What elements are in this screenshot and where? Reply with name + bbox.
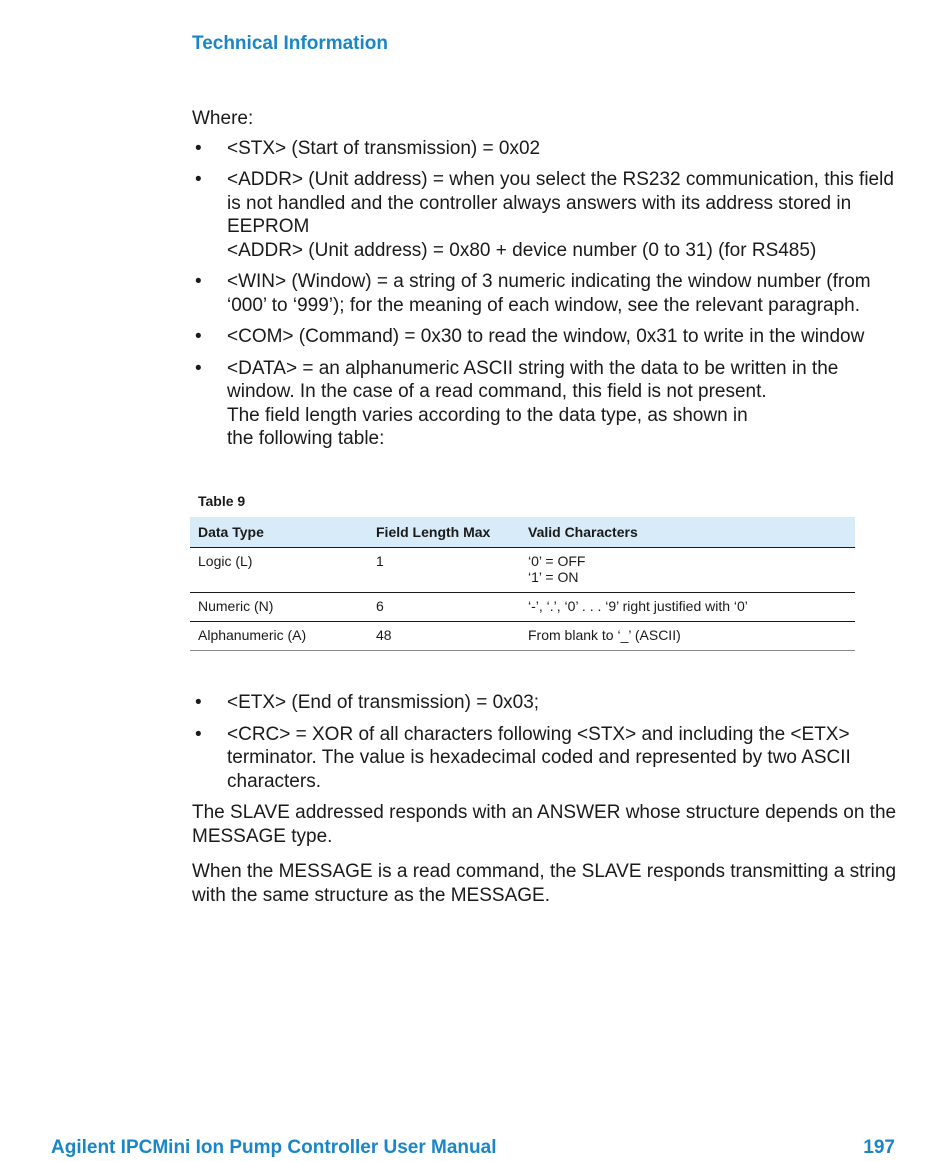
- paragraph-line: When the MESSAGE is a read command, the SLAVE responds transmitting a string: [192, 861, 897, 882]
- cell-valid-characters: [520, 622, 855, 651]
- cell-data-type: Numeric (N): [190, 593, 368, 622]
- read-command-paragraph: [192, 860, 902, 907]
- column-header-valid-characters: Valid Characters: [520, 517, 855, 548]
- valid-characters-line: ‘0’ = OFF: [528, 553, 586, 569]
- bullet-win: [192, 270, 902, 317]
- valid-characters-line: From blank to ‘_’ (ASCII): [528, 627, 681, 643]
- bullet-dot: •: [195, 169, 202, 190]
- footer-page-number: 197: [863, 1137, 895, 1158]
- cell-data-type: Alphanumeric (A): [190, 622, 368, 651]
- bullet-text: the following table:: [227, 428, 385, 449]
- cell-valid-characters: [520, 548, 855, 593]
- bullet-text: is not handled and the controller always answers with its address stored in: [227, 192, 852, 214]
- bullet-dot: •: [195, 271, 202, 292]
- cell-field-length: 48: [368, 622, 520, 651]
- paragraph-line: The SLAVE addressed responds with an ANSWER whose structure depends on the: [192, 802, 897, 823]
- bullet-stx: [192, 137, 902, 161]
- bullet-text: <STX> (Start of transmission) = 0x02: [227, 137, 541, 159]
- paragraph-line: with the same structure as the MESSAGE.: [192, 884, 550, 906]
- cell-field-length: 1: [368, 548, 520, 593]
- bullet-text: <ADDR> (Unit address) = when you select the RS232 communication, this field: [227, 169, 894, 190]
- bullet-dot: •: [195, 723, 202, 745]
- field-definition-list-continued: [192, 691, 902, 793]
- section-header: Technical Information: [192, 33, 389, 54]
- bullet-text: <DATA> = an alphanumeric ASCII string with the data to be written in the: [227, 357, 839, 379]
- table-row: [190, 622, 855, 651]
- bullet-text: window. In the case of a read command, this field is not present.: [227, 381, 767, 402]
- bullet-dot: •: [195, 357, 202, 379]
- column-header-data-type: Data Type: [190, 517, 368, 548]
- cell-data-type: Logic (L): [190, 548, 368, 593]
- cell-valid-characters: [520, 593, 855, 622]
- lower-content: [192, 691, 902, 919]
- upper-content: [192, 107, 902, 459]
- bullet-text: <WIN> (Window) = a string of 3 numeric indicating the window number (from: [227, 271, 871, 292]
- bullet-data: [192, 357, 902, 451]
- data-type-table: [190, 517, 855, 651]
- table-title: Table 9: [198, 493, 246, 509]
- answer-paragraph: [192, 801, 902, 848]
- cell-field-length: 6: [368, 593, 520, 622]
- where-label: Where:: [192, 108, 254, 129]
- bullet-text: ‘000’ to ‘999’); for the meaning of each window, see the relevant paragraph.: [227, 294, 861, 316]
- table-header-row: [190, 517, 855, 548]
- field-definition-list: [192, 137, 902, 451]
- bullet-text: terminator. The value is hexadecimal coded and represented by two ASCII: [227, 747, 851, 768]
- bullet-text: EEPROM: [227, 216, 310, 237]
- bullet-dot: •: [195, 137, 202, 159]
- bullet-text: <ADDR> (Unit address) = 0x80 + device number (0 to 31) (for RS485): [227, 239, 817, 261]
- valid-characters-line: ‘-’, ‘.’, ‘0’ . . . ‘9’ right justified with ‘0’: [528, 598, 748, 614]
- bullet-dot: •: [195, 692, 202, 713]
- column-header-field-length: Field Length Max: [368, 517, 520, 548]
- bullet-text: characters.: [227, 770, 321, 792]
- footer-manual-title: Agilent IPCMini Ion Pump Controller User Manual: [51, 1137, 497, 1158]
- bullet-text: The field length varies according to the data type, as shown in: [227, 404, 748, 426]
- valid-characters-line: ‘1’ = ON: [528, 569, 579, 585]
- paragraph-line: MESSAGE type.: [192, 825, 333, 847]
- bullet-com: [192, 325, 902, 349]
- bullet-etx: [192, 691, 902, 715]
- table-row: [190, 548, 855, 593]
- bullet-text: <COM> (Command) = 0x30 to read the window, 0x31 to write in the window: [227, 326, 865, 347]
- bullet-text: <CRC> = XOR of all characters following <STX> and including the <ETX>: [227, 723, 850, 745]
- bullet-crc: [192, 723, 902, 794]
- bullet-text: <ETX> (End of transmission) = 0x03;: [227, 692, 540, 713]
- bullet-addr: [192, 168, 902, 262]
- table-row: [190, 593, 855, 622]
- bullet-dot: •: [195, 326, 202, 347]
